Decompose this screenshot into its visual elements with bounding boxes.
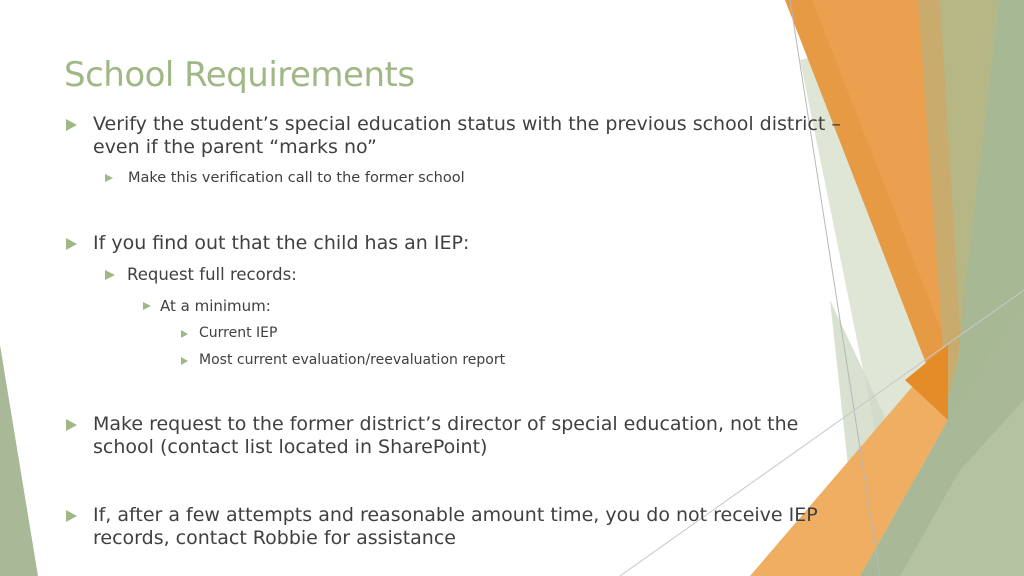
bullet-arrow-icon <box>181 330 188 338</box>
bullet-3-text: Make request to the former district’s director of special education, not the school (contact list located in SharePoint) <box>93 413 799 458</box>
bullet-4-text: If, after a few attempts and reasonable amount time, you do not receive IEP records, contact Robbie for assistance <box>93 504 818 549</box>
bullet-1-1-text: Make this verification call to the former school <box>128 170 465 186</box>
slide-title: School Requirements <box>64 55 415 95</box>
left-green-stripe <box>0 345 38 576</box>
bullet-2-1-1-1-text: Current IEP <box>199 325 278 341</box>
bullet-1 <box>66 113 846 159</box>
bullet-3 <box>66 413 846 459</box>
bullet-arrow-icon <box>66 510 77 522</box>
bullet-arrow-icon <box>66 238 77 250</box>
bullet-2-1-1 <box>143 297 743 315</box>
bullet-1-1 <box>105 169 805 187</box>
bullet-2-1-1-text: At a minimum: <box>160 297 271 315</box>
bullet-arrow-icon <box>143 302 151 310</box>
bullet-2 <box>66 232 846 255</box>
bullet-arrow-icon <box>66 119 77 131</box>
bullet-2-text: If you find out that the child has an IEP: <box>93 232 470 254</box>
bullet-1-text: Verify the student’s special education status with the previous school district – even if the parent “marks no” <box>93 113 841 158</box>
bullet-2-1-1-2 <box>181 352 741 369</box>
bullet-2-1-text: Request full records: <box>127 265 297 284</box>
bullet-arrow-icon <box>66 419 77 431</box>
bullet-arrow-icon <box>181 357 188 365</box>
bullet-2-1-1-2-text: Most current evaluation/reevaluation report <box>199 352 506 368</box>
bullet-2-1-1-1 <box>181 325 741 342</box>
bullet-4 <box>66 504 846 550</box>
bullet-arrow-icon <box>105 270 115 280</box>
bullet-2-1 <box>105 265 805 285</box>
bullet-arrow-icon <box>105 174 113 182</box>
